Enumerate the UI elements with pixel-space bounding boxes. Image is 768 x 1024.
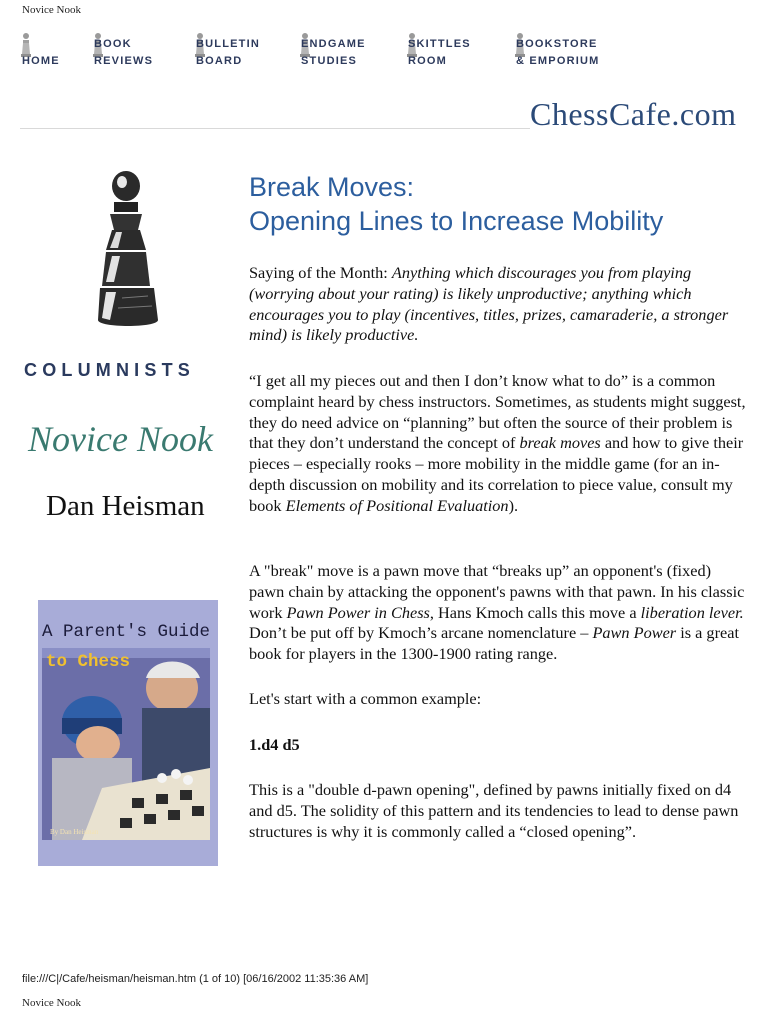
- headline-line-2: Opening Lines to Increase Mobility: [249, 206, 664, 236]
- top-nav: [20, 32, 640, 74]
- double-d-pawn-paragraph: This is a "double d-pawn opening", defined by pawns initially fixed on d4 and d5. The solidity of this pattern and its tendencies to lead to dense pawn structures is why it is commonly called a “closed opening”.: [249, 780, 739, 841]
- nav-endgame-studies-link[interactable]: ENDGAME STUDIES: [299, 32, 389, 72]
- book-cover-photo: [42, 648, 210, 840]
- book-cover-parents-guide[interactable]: [38, 600, 218, 866]
- break-move-paragraph: A "break" move is a pawn move that “breaks up” an opponent's (fixed) pawn chain by attacking the opponent's pawns with that pawn. In his classic work Pawn Power in Chess, Hans Kmoch calls this move a liberation lever. Don’t be put off by Kmoch’s arcane nomenclature – Pawn Power is a great book for players in the 1300-1900 rating range.: [249, 561, 745, 664]
- page-footer-title: Novice Nook: [22, 997, 81, 1009]
- column-title: Novice Nook: [28, 419, 213, 459]
- intro-paragraph: “I get all my pieces out and then I don’t know what to do” is a common complaint heard by chess instructors. Sometimes, as students might suggest, they do need advice on “planning” but often the source of their problem is that they don’t understand the concept of break moves and how to give their pieces – especially rooks – more mobility in the middle game (for an in-depth discussion on mobility and its correlation to piece value, consult my book Elements of Positional Evaluation).: [249, 371, 746, 515]
- pawn-illustration-icon: [92, 168, 164, 332]
- nav-home-link[interactable]: HOME: [20, 32, 80, 72]
- nav-bookstore-emporium-link[interactable]: BOOKSTORE & EMPORIUM: [514, 32, 624, 72]
- headline-line-1: Break Moves:: [249, 172, 415, 202]
- example-intro: Let's start with a common example:: [249, 689, 482, 708]
- footer-file-url: file:///C|/Cafe/heisman/heisman.htm (1 of 10) [06/16/2002 11:35:36 AM]: [22, 973, 369, 985]
- move-notation: 1.d4 d5: [249, 735, 300, 754]
- columnists-label[interactable]: COLUMNISTS: [24, 360, 195, 380]
- saying-of-the-month: Saying of the Month: Anything which discourages you from playing (worrying about your rating) is likely unproductive; anything which encourages you to play (incentives, titles, prizes, camaraderie, a stronger mind) is likely productive.: [249, 263, 729, 345]
- book-byline: By Dan Heisman: [50, 828, 99, 836]
- chesscafe-logo[interactable]: ChessCafe.com: [530, 96, 737, 132]
- article-headline: [249, 170, 749, 238]
- author-name: Dan Heisman: [46, 490, 205, 522]
- nav-bulletin-board-link[interactable]: BULLETIN BOARD: [194, 32, 284, 72]
- nav-skittles-room-link[interactable]: SKITTLES ROOM: [406, 32, 496, 72]
- nav-book-reviews-link[interactable]: BOOK REVIEWS: [92, 32, 172, 72]
- header-divider: [20, 128, 530, 129]
- book-subtitle: to Chess: [46, 652, 131, 672]
- book-title: A Parent's Guide: [42, 622, 211, 642]
- page-header-title: Novice Nook: [22, 4, 81, 16]
